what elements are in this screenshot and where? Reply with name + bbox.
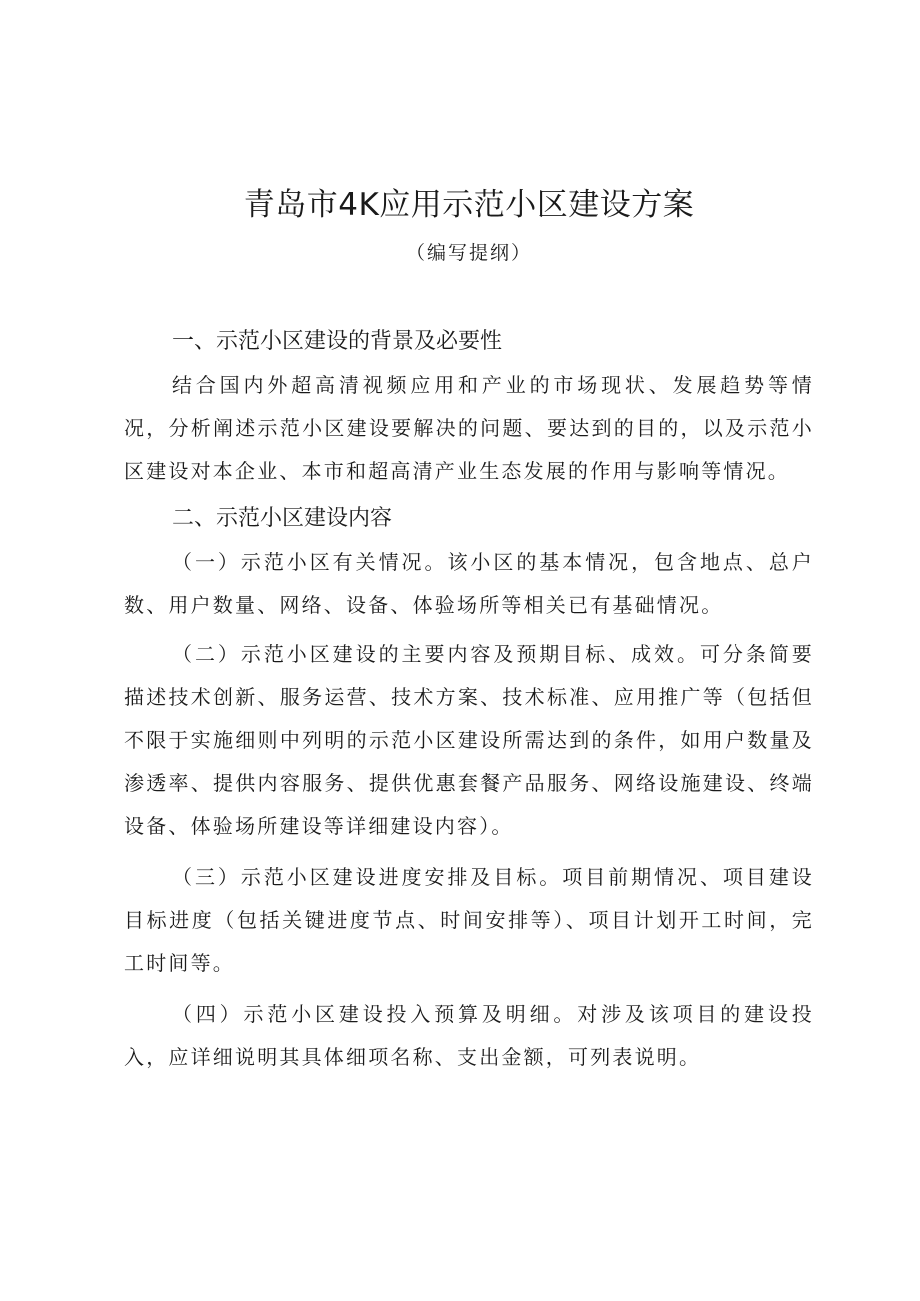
paragraph: （三）示范小区建设进度安排及目标。项目前期情况、项目建设目标进度（包括关键进度节点、时间安排等）、项目计划开工时间，完工时间等。 bbox=[124, 865, 814, 975]
document-body bbox=[124, 320, 814, 1079]
document-subtitle: （编写提纲） bbox=[405, 242, 532, 264]
section-content bbox=[124, 497, 814, 1079]
section-heading: 一、示范小区建设的背景及必要性 bbox=[172, 329, 503, 354]
paragraph: （四）示范小区建设投入预算及明细。对涉及该项目的建设投入，应详细说明其具体细项名称、支出金额，可列表说明。 bbox=[124, 1002, 814, 1069]
paragraph: （一）示范小区有关情况。该小区的基本情况，包含地点、总户数、用户数量、网络、设备、体验场所等相关已有基础情况。 bbox=[124, 550, 814, 617]
paragraph: 结合国内外超高清视频应用和产业的市场现状、发展趋势等情况，分析阐述示范小区建设要解决的问题、要达到的目的，以及示范小区建设对本企业、本市和超高清产业生态发展的作用与影响等情况。 bbox=[124, 373, 814, 483]
document-title: 青岛市4K应用示范小区建设方案 bbox=[243, 187, 695, 223]
section-background bbox=[124, 320, 814, 493]
paragraph: （二）示范小区建设的主要内容及预期目标、成效。可分条简要描述技术创新、服务运营、技术方案、技术标准、应用推广等（包括但不限于实施细则中列明的示范小区建设所需达到的条件，如用户数量及渗透率、提供内容服务、提供优惠套餐产品服务、网络设施建设、终端设备、体验场所建设等详细建设内容）。 bbox=[124, 642, 814, 838]
section-heading: 二、示范小区建设内容 bbox=[172, 506, 393, 531]
